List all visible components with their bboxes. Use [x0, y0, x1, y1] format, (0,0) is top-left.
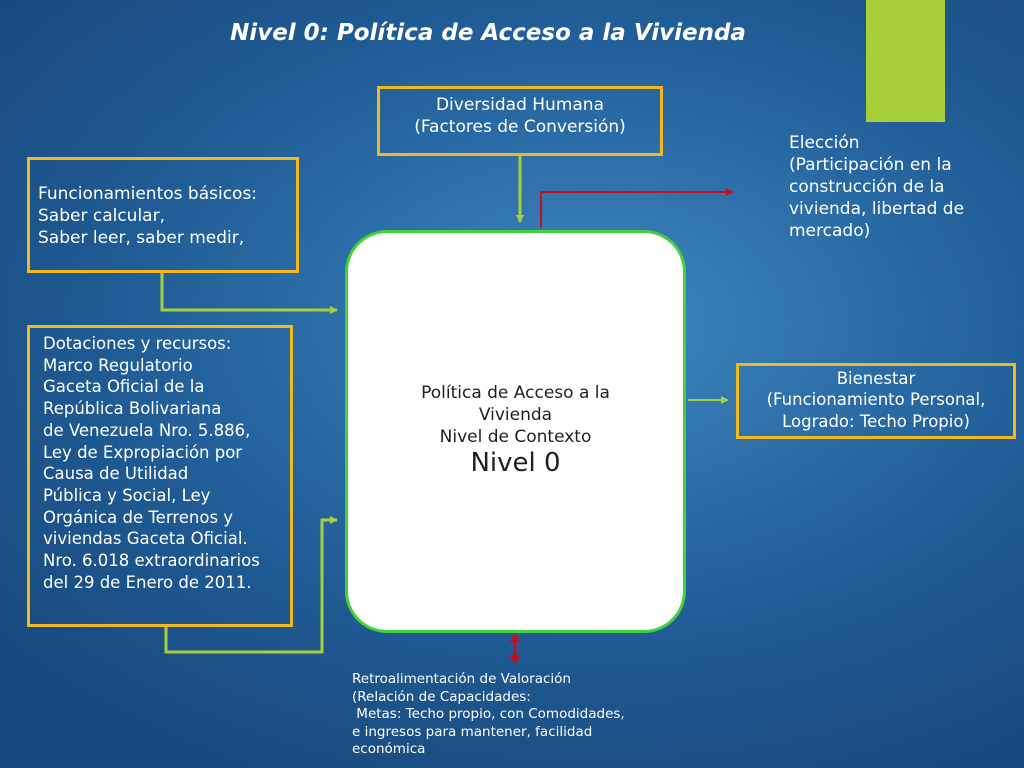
bienestar-line: Logrado: Techo Propio) [782, 411, 970, 431]
dotaciones-line: Causa de Utilidad [43, 464, 189, 484]
eleccion-line: construcción de la [789, 177, 945, 198]
eleccion-text [789, 132, 964, 242]
retroalimentacion-line: (Relación de Capacidades: [352, 688, 531, 705]
eleccion-line: Elección [789, 133, 860, 153]
eleccion-line: (Participación en la [789, 155, 952, 176]
diversidad-line: (Factores de Conversión) [414, 117, 626, 138]
politica-center-box [345, 230, 686, 633]
dotaciones-box [27, 325, 293, 627]
funcionamientos-line: Saber calcular, [38, 206, 165, 227]
dotaciones-line: del 29 de Enero de 2011. [43, 572, 252, 592]
dotaciones-line: Ley de Expropiación por [43, 442, 243, 462]
retroalimentacion-text [352, 671, 625, 759]
funcionamientos-line: Funcionamientos básicos: [38, 184, 258, 204]
arrow-retroalimentacion-head-up [509, 633, 521, 642]
center-text [348, 382, 683, 479]
retroalimentacion-line: Metas: Techo propio, con Comodidades, [352, 706, 625, 723]
eleccion-line: mercado) [789, 221, 871, 242]
retroalimentacion-line: e ingresos para mantener, facilidad [352, 723, 593, 740]
diversidad-humana-box [377, 86, 663, 156]
dotaciones-line: Marco Regulatorio [43, 355, 193, 375]
eleccion-line: vivienda, libertad de [789, 199, 965, 220]
dotaciones-line: Pública y Social, Ley [43, 486, 211, 506]
diversidad-line: Diversidad Humana [435, 95, 605, 115]
dotaciones-line: República Bolivariana [43, 399, 222, 419]
arrow-funcionamientos-to-centro [162, 272, 337, 310]
arrow-retroalimentacion-head-down [509, 655, 521, 664]
dotaciones-line: viviendas Gaceta Oficial. [43, 529, 248, 549]
dotaciones-line: Nro. 6.018 extraordinarios [43, 551, 260, 571]
funcionamientos-line: Saber leer, saber medir, [38, 228, 245, 249]
center-line: Nivel de Contexto [439, 427, 592, 448]
center-line: Vivienda [478, 405, 553, 426]
dotaciones-line: de Venezuela Nro. 5.886, [43, 420, 251, 440]
dotaciones-line: Orgánica de Terrenos y [43, 507, 234, 527]
retroalimentacion-line: Retroalimentación de Valoración [352, 671, 571, 687]
funcionamientos-box [27, 157, 299, 273]
center-line: Política de Acceso a la [421, 383, 610, 403]
dotaciones-line: Dotaciones y recursos: [43, 334, 232, 353]
dotaciones-line: Gaceta Oficial de la [43, 377, 205, 397]
retroalimentacion-line: económica [352, 741, 426, 758]
bienestar-box [736, 363, 1016, 439]
nivel-label: Nivel 0 [470, 448, 561, 479]
arrow-centro-to-eleccion [541, 192, 733, 228]
bienestar-line: Bienestar [836, 369, 916, 388]
page-title: Nivel 0: Política de Acceso a la Vivienda [230, 20, 746, 46]
bienestar-line: (Funcionamiento Personal, [766, 390, 986, 410]
